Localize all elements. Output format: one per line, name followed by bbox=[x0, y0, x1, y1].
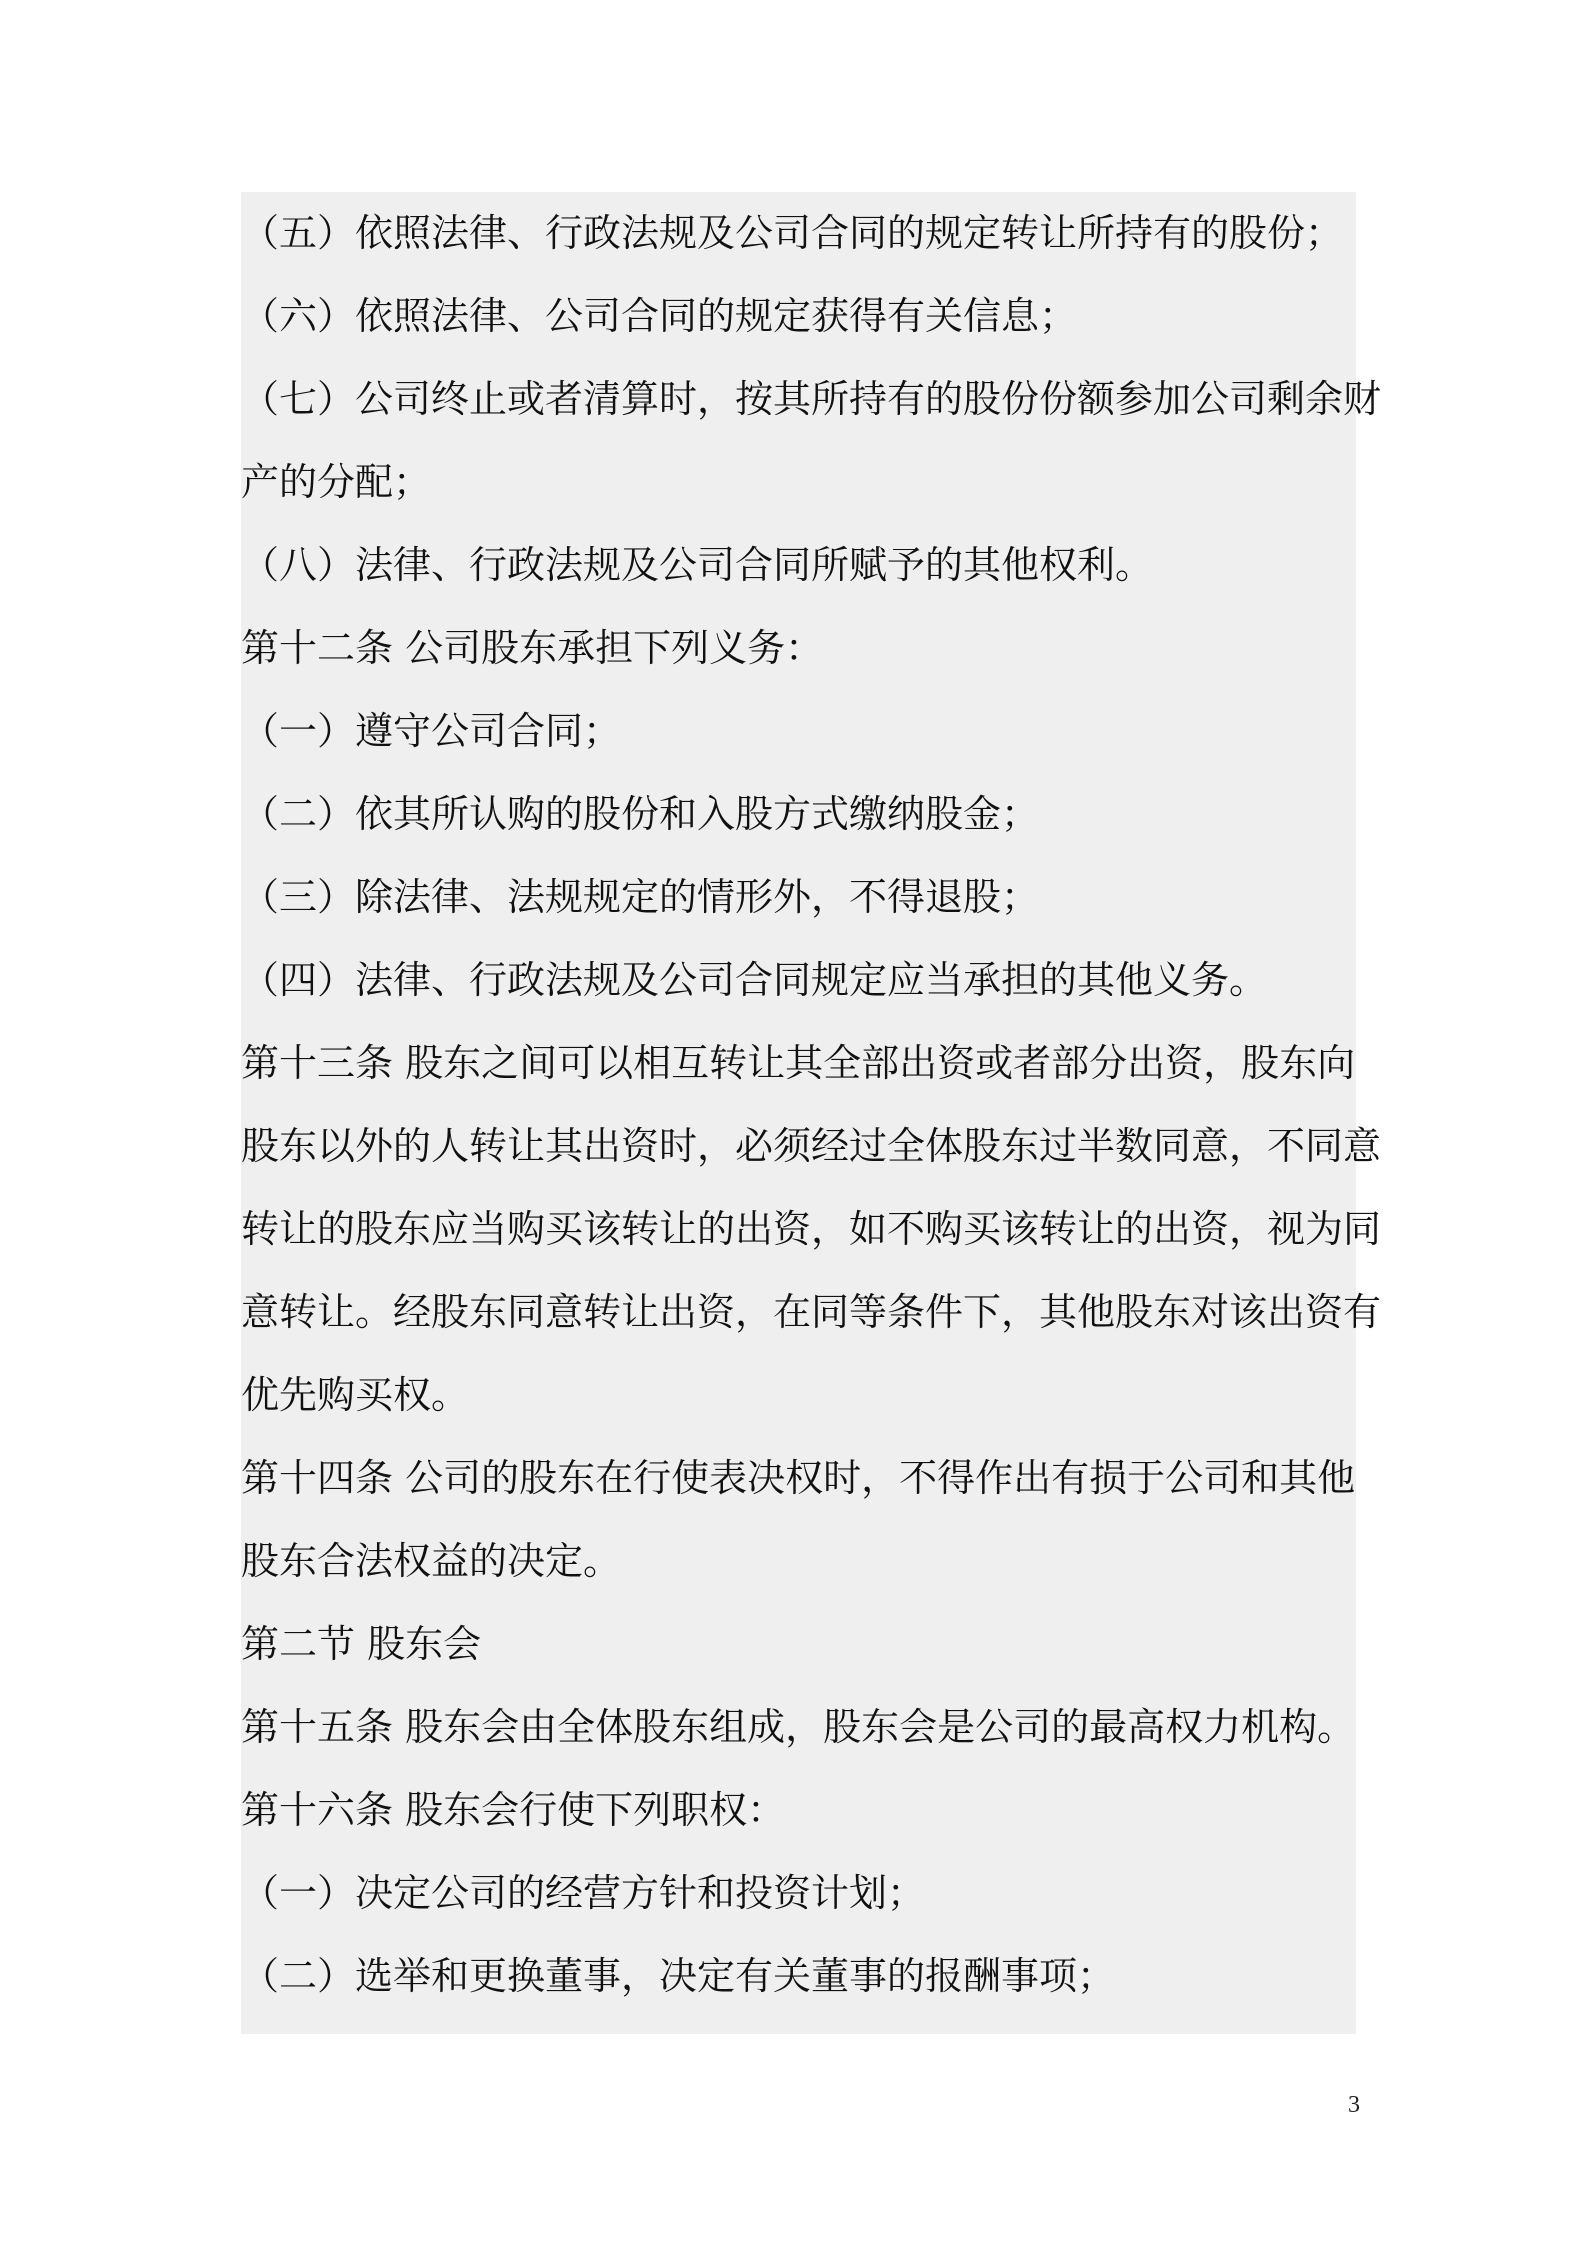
text-line: 产的分配； bbox=[241, 460, 432, 504]
text-line: 意转让。经股东同意转让出资，在同等条件下，其他股东对该出资有 bbox=[241, 1290, 1382, 1334]
text-line: （七）公司终止或者清算时，按其所持有的股份份额参加公司剩余财 bbox=[241, 377, 1382, 421]
text-line: （三）除法律、法规规定的情形外，不得退股； bbox=[241, 875, 1040, 919]
text-line: （四）法律、行政法规及公司合同规定应当承担的其他义务。 bbox=[241, 958, 1268, 1002]
text-line: 优先购买权。 bbox=[241, 1373, 470, 1417]
text-line: （六）依照法律、公司合同的规定获得有关信息； bbox=[241, 294, 1078, 338]
article-heading: 第十四条 公司的股东在行使表决权时，不得作出有损于公司和其他 bbox=[241, 1456, 1356, 1500]
article-heading: 第十二条 公司股东承担下列义务： bbox=[241, 626, 824, 670]
text-line: 股东合法权益的决定。 bbox=[241, 1539, 622, 1583]
text-line: （二）依其所认购的股份和入股方式缴纳股金； bbox=[241, 792, 1040, 836]
text-line: （一）遵守公司合同； bbox=[241, 709, 622, 753]
text-line: 转让的股东应当购买该转让的出资，如不购买该转让的出资，视为同 bbox=[241, 1207, 1382, 1251]
article-heading: 第十三条 股东之间可以相互转让其全部出资或者部分出资，股东向 bbox=[241, 1041, 1356, 1085]
article-heading: 第十五条 股东会由全体股东组成，股东会是公司的最高权力机构。 bbox=[241, 1705, 1356, 1749]
text-line: （五）依照法律、行政法规及公司合同的规定转让所持有的股份； bbox=[241, 211, 1344, 255]
text-line: （一）决定公司的经营方针和投资计划； bbox=[241, 1871, 926, 1915]
section-heading: 第二节 股东会 bbox=[241, 1622, 482, 1666]
document-body bbox=[241, 192, 1382, 2034]
text-line: 股东以外的人转让其出资时，必须经过全体股东过半数同意，不同意 bbox=[241, 1124, 1382, 1168]
article-heading: 第十六条 股东会行使下列职权： bbox=[241, 1788, 786, 1832]
text-line: （二）选举和更换董事，决定有关董事的报酬事项； bbox=[241, 1954, 1116, 1998]
text-line: （八）法律、行政法规及公司合同所赋予的其他权利。 bbox=[241, 543, 1154, 587]
page-number: 3 bbox=[1348, 2092, 1360, 2118]
